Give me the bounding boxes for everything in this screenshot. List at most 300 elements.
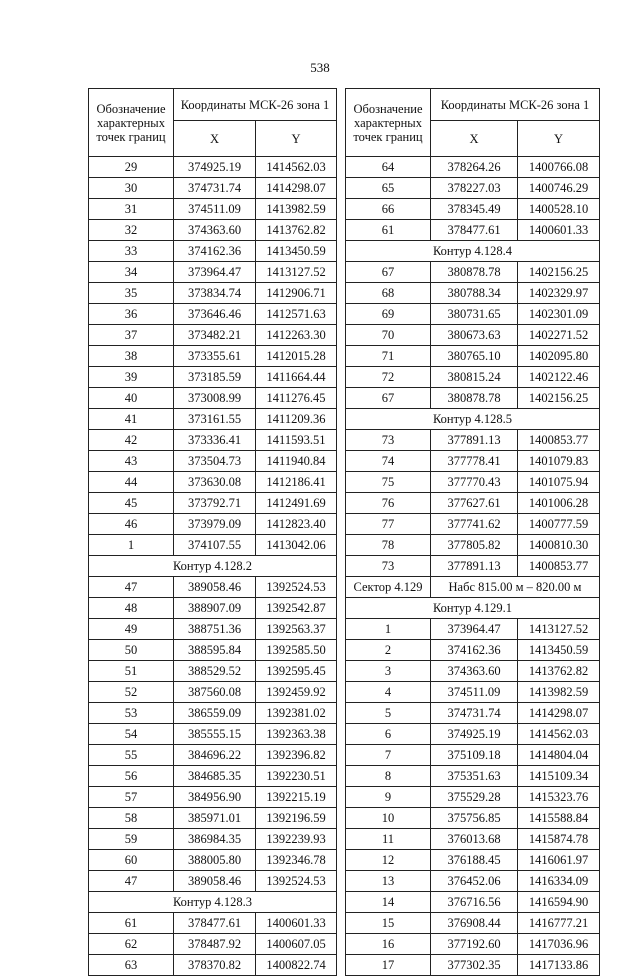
table-row bbox=[89, 661, 337, 682]
coord-y: 1400822.74 bbox=[256, 955, 337, 976]
table-row bbox=[346, 262, 600, 283]
page-number: 538 bbox=[310, 60, 330, 75]
table-row bbox=[346, 913, 600, 934]
point-number: 36 bbox=[89, 304, 174, 325]
coord-y: 1411593.51 bbox=[256, 430, 337, 451]
coord-x: 380878.78 bbox=[431, 388, 518, 409]
coord-y: 1414298.07 bbox=[518, 703, 600, 724]
coord-x: 373336.41 bbox=[174, 430, 256, 451]
coord-y: 1412823.40 bbox=[256, 514, 337, 535]
coord-y: 1400766.08 bbox=[518, 157, 600, 178]
point-number: 61 bbox=[89, 913, 174, 934]
table-row bbox=[89, 388, 337, 409]
table-row bbox=[89, 178, 337, 199]
coord-y: 1392595.45 bbox=[256, 661, 337, 682]
coord-y: 1416777.21 bbox=[518, 913, 600, 934]
coord-x: 374162.36 bbox=[431, 640, 518, 661]
point-number: 73 bbox=[346, 556, 431, 577]
point-number: 68 bbox=[346, 283, 431, 304]
coord-y: 1413127.52 bbox=[518, 619, 600, 640]
coord-y: 1413042.06 bbox=[256, 535, 337, 556]
coord-y: 1415588.84 bbox=[518, 808, 600, 829]
point-number: 48 bbox=[89, 598, 174, 619]
point-number: 2 bbox=[346, 640, 431, 661]
table-row bbox=[89, 367, 337, 388]
point-number: 63 bbox=[89, 955, 174, 976]
coord-x: 374511.09 bbox=[174, 199, 256, 220]
point-number: 13 bbox=[346, 871, 431, 892]
coord-y: 1392459.92 bbox=[256, 682, 337, 703]
header-y: Y bbox=[256, 121, 337, 157]
coord-x: 377770.43 bbox=[431, 472, 518, 493]
table-row bbox=[89, 472, 337, 493]
coord-y: 1417133.86 bbox=[518, 955, 600, 976]
table-row bbox=[89, 598, 337, 619]
coord-y: 1412491.69 bbox=[256, 493, 337, 514]
point-number: 9 bbox=[346, 787, 431, 808]
coord-x: 374731.74 bbox=[174, 178, 256, 199]
table-row bbox=[89, 514, 337, 535]
table-row bbox=[89, 577, 337, 598]
contour-label: Контур 4.128.2 bbox=[89, 556, 337, 577]
point-number: 37 bbox=[89, 325, 174, 346]
point-number: 74 bbox=[346, 451, 431, 472]
point-number: 42 bbox=[89, 430, 174, 451]
coord-y: 1402122.46 bbox=[518, 367, 600, 388]
coord-x: 378227.03 bbox=[431, 178, 518, 199]
coord-y: 1402156.25 bbox=[518, 262, 600, 283]
coord-x: 374107.55 bbox=[174, 535, 256, 556]
coord-x: 376452.06 bbox=[431, 871, 518, 892]
coord-x: 374511.09 bbox=[431, 682, 518, 703]
table-row bbox=[89, 451, 337, 472]
point-number: 77 bbox=[346, 514, 431, 535]
coord-y: 1411664.44 bbox=[256, 367, 337, 388]
table-row bbox=[346, 787, 600, 808]
coord-y: 1402156.25 bbox=[518, 388, 600, 409]
table-row bbox=[89, 724, 337, 745]
point-number: 49 bbox=[89, 619, 174, 640]
table-row bbox=[89, 640, 337, 661]
point-number: 46 bbox=[89, 514, 174, 535]
table-row bbox=[89, 283, 337, 304]
header-point-label: Обозначение характерных точек границ bbox=[346, 89, 431, 157]
contour-row bbox=[89, 892, 337, 913]
point-number: 75 bbox=[346, 472, 431, 493]
coord-x: 377891.13 bbox=[431, 556, 518, 577]
table-row bbox=[346, 766, 600, 787]
coord-x: 388529.52 bbox=[174, 661, 256, 682]
coord-x: 377778.41 bbox=[431, 451, 518, 472]
coord-x: 378477.61 bbox=[174, 913, 256, 934]
point-number: 7 bbox=[346, 745, 431, 766]
point-number: 38 bbox=[89, 346, 174, 367]
coord-y: 1416334.09 bbox=[518, 871, 600, 892]
coord-x: 385555.15 bbox=[174, 724, 256, 745]
point-number: 17 bbox=[346, 955, 431, 976]
point-number: 55 bbox=[89, 745, 174, 766]
table-row bbox=[346, 724, 600, 745]
coord-y: 1402271.52 bbox=[518, 325, 600, 346]
table-row bbox=[346, 514, 600, 535]
coord-x: 380765.10 bbox=[431, 346, 518, 367]
coord-x: 374731.74 bbox=[431, 703, 518, 724]
coord-x: 377741.62 bbox=[431, 514, 518, 535]
table-row bbox=[346, 493, 600, 514]
coord-x: 374162.36 bbox=[174, 241, 256, 262]
coord-y: 1412571.63 bbox=[256, 304, 337, 325]
coord-x: 378370.82 bbox=[174, 955, 256, 976]
point-number: 35 bbox=[89, 283, 174, 304]
table-row bbox=[89, 199, 337, 220]
coord-y: 1413762.82 bbox=[518, 661, 600, 682]
point-number: 34 bbox=[89, 262, 174, 283]
point-number: 57 bbox=[89, 787, 174, 808]
coord-x: 384956.90 bbox=[174, 787, 256, 808]
header-point-label: Обозначение характерных точек границ bbox=[89, 89, 174, 157]
sector-height-range: Набс 815.00 м – 820.00 м bbox=[431, 577, 600, 598]
coord-x: 380788.34 bbox=[431, 283, 518, 304]
point-number: 73 bbox=[346, 430, 431, 451]
coord-x: 373646.46 bbox=[174, 304, 256, 325]
point-number: 30 bbox=[89, 178, 174, 199]
point-number: 66 bbox=[346, 199, 431, 220]
coord-x: 378487.92 bbox=[174, 934, 256, 955]
point-number: 71 bbox=[346, 346, 431, 367]
coord-y: 1392363.38 bbox=[256, 724, 337, 745]
coord-y: 1392524.53 bbox=[256, 871, 337, 892]
coord-x: 376716.56 bbox=[431, 892, 518, 913]
coord-y: 1392524.53 bbox=[256, 577, 337, 598]
coord-x: 386559.09 bbox=[174, 703, 256, 724]
coord-y: 1400528.10 bbox=[518, 199, 600, 220]
table-row bbox=[346, 430, 600, 451]
table-row bbox=[346, 304, 600, 325]
point-number: 39 bbox=[89, 367, 174, 388]
table-row bbox=[346, 199, 600, 220]
table-row bbox=[346, 283, 600, 304]
left-table-body bbox=[89, 157, 337, 976]
coord-y: 1413762.82 bbox=[256, 220, 337, 241]
coord-y: 1415323.76 bbox=[518, 787, 600, 808]
coord-x: 373630.08 bbox=[174, 472, 256, 493]
table-row bbox=[346, 157, 600, 178]
coord-y: 1416061.97 bbox=[518, 850, 600, 871]
point-number: 58 bbox=[89, 808, 174, 829]
table-row bbox=[346, 556, 600, 577]
table-row bbox=[346, 325, 600, 346]
table-row bbox=[346, 220, 600, 241]
coord-y: 1415109.34 bbox=[518, 766, 600, 787]
table-row bbox=[89, 955, 337, 976]
point-number: 45 bbox=[89, 493, 174, 514]
point-number: 11 bbox=[346, 829, 431, 850]
coord-y: 1402301.09 bbox=[518, 304, 600, 325]
table-row bbox=[346, 535, 600, 556]
coord-y: 1392381.02 bbox=[256, 703, 337, 724]
coord-x: 378345.49 bbox=[431, 199, 518, 220]
coord-y: 1392239.93 bbox=[256, 829, 337, 850]
coord-x: 373964.47 bbox=[174, 262, 256, 283]
point-number: 47 bbox=[89, 871, 174, 892]
coord-y: 1400607.05 bbox=[256, 934, 337, 955]
coord-x: 373355.61 bbox=[174, 346, 256, 367]
point-number: 65 bbox=[346, 178, 431, 199]
point-number: 67 bbox=[346, 388, 431, 409]
coord-x: 373964.47 bbox=[431, 619, 518, 640]
table-row bbox=[89, 262, 337, 283]
table-row bbox=[346, 955, 600, 976]
coord-x: 387560.08 bbox=[174, 682, 256, 703]
coord-y: 1400746.29 bbox=[518, 178, 600, 199]
coord-x: 373185.59 bbox=[174, 367, 256, 388]
coord-y: 1412906.71 bbox=[256, 283, 337, 304]
coord-y: 1412015.28 bbox=[256, 346, 337, 367]
point-number: 70 bbox=[346, 325, 431, 346]
coord-x: 385971.01 bbox=[174, 808, 256, 829]
table-row bbox=[89, 157, 337, 178]
coord-y: 1392215.19 bbox=[256, 787, 337, 808]
point-number: 14 bbox=[346, 892, 431, 913]
coord-x: 373834.74 bbox=[174, 283, 256, 304]
coord-x: 373979.09 bbox=[174, 514, 256, 535]
coord-x: 388751.36 bbox=[174, 619, 256, 640]
coord-x: 377627.61 bbox=[431, 493, 518, 514]
table-row bbox=[346, 619, 600, 640]
point-number: 1 bbox=[89, 535, 174, 556]
coord-x: 375351.63 bbox=[431, 766, 518, 787]
table-row bbox=[89, 430, 337, 451]
coord-y: 1413450.59 bbox=[518, 640, 600, 661]
coord-y: 1401079.83 bbox=[518, 451, 600, 472]
header-y: Y bbox=[518, 121, 600, 157]
point-number: 50 bbox=[89, 640, 174, 661]
point-number: 1 bbox=[346, 619, 431, 640]
point-number: 67 bbox=[346, 262, 431, 283]
coord-x: 375756.85 bbox=[431, 808, 518, 829]
header-x: X bbox=[431, 121, 518, 157]
sector-name: Сектор 4.129 bbox=[346, 577, 431, 598]
point-number: 53 bbox=[89, 703, 174, 724]
point-number: 32 bbox=[89, 220, 174, 241]
point-number: 43 bbox=[89, 451, 174, 472]
point-number: 29 bbox=[89, 157, 174, 178]
point-number: 59 bbox=[89, 829, 174, 850]
coord-y: 1411940.84 bbox=[256, 451, 337, 472]
table-row bbox=[89, 220, 337, 241]
right-table-body bbox=[346, 157, 600, 976]
table-row bbox=[89, 346, 337, 367]
table-row bbox=[89, 829, 337, 850]
point-number: 62 bbox=[89, 934, 174, 955]
table-row bbox=[346, 850, 600, 871]
coord-x: 380673.63 bbox=[431, 325, 518, 346]
table-row bbox=[346, 661, 600, 682]
coord-x: 377805.82 bbox=[431, 535, 518, 556]
table-row bbox=[89, 934, 337, 955]
coordinates-table-left bbox=[88, 88, 337, 976]
coord-x: 373008.99 bbox=[174, 388, 256, 409]
contour-row bbox=[346, 598, 600, 619]
table-row bbox=[89, 787, 337, 808]
coord-x: 376908.44 bbox=[431, 913, 518, 934]
coord-x: 384685.35 bbox=[174, 766, 256, 787]
coord-x: 377192.60 bbox=[431, 934, 518, 955]
coord-x: 378477.61 bbox=[431, 220, 518, 241]
coord-y: 1392396.82 bbox=[256, 745, 337, 766]
table-row bbox=[346, 451, 600, 472]
coord-y: 1411209.36 bbox=[256, 409, 337, 430]
coord-y: 1400601.33 bbox=[256, 913, 337, 934]
coord-x: 376188.45 bbox=[431, 850, 518, 871]
coord-y: 1400777.59 bbox=[518, 514, 600, 535]
coord-x: 378264.26 bbox=[431, 157, 518, 178]
table-row bbox=[89, 850, 337, 871]
coord-y: 1416594.90 bbox=[518, 892, 600, 913]
point-number: 40 bbox=[89, 388, 174, 409]
coord-x: 373161.55 bbox=[174, 409, 256, 430]
coord-x: 388595.84 bbox=[174, 640, 256, 661]
table-row bbox=[346, 871, 600, 892]
point-number: 60 bbox=[89, 850, 174, 871]
coord-y: 1400853.77 bbox=[518, 430, 600, 451]
coord-x: 374925.19 bbox=[431, 724, 518, 745]
coord-y: 1414562.03 bbox=[256, 157, 337, 178]
contour-label: Контур 4.128.3 bbox=[89, 892, 337, 913]
coord-y: 1402329.97 bbox=[518, 283, 600, 304]
coord-x: 373482.21 bbox=[174, 325, 256, 346]
table-row bbox=[346, 745, 600, 766]
coord-y: 1412263.30 bbox=[256, 325, 337, 346]
point-number: 61 bbox=[346, 220, 431, 241]
coord-x: 388907.09 bbox=[174, 598, 256, 619]
point-number: 47 bbox=[89, 577, 174, 598]
coord-y: 1414298.07 bbox=[256, 178, 337, 199]
coord-y: 1413127.52 bbox=[256, 262, 337, 283]
table-row bbox=[346, 682, 600, 703]
coord-y: 1411276.45 bbox=[256, 388, 337, 409]
coord-y: 1401006.28 bbox=[518, 493, 600, 514]
point-number: 64 bbox=[346, 157, 431, 178]
point-number: 15 bbox=[346, 913, 431, 934]
contour-row bbox=[346, 241, 600, 262]
contour-label: Контур 4.128.5 bbox=[346, 409, 600, 430]
coord-x: 374925.19 bbox=[174, 157, 256, 178]
coord-x: 375529.28 bbox=[431, 787, 518, 808]
coord-y: 1400853.77 bbox=[518, 556, 600, 577]
point-number: 52 bbox=[89, 682, 174, 703]
table-row bbox=[346, 829, 600, 850]
coordinates-table-right bbox=[345, 88, 600, 976]
coord-y: 1401075.94 bbox=[518, 472, 600, 493]
coord-x: 380878.78 bbox=[431, 262, 518, 283]
header-coords-title: Координаты МСК-26 зона 1 bbox=[174, 89, 337, 121]
contour-label: Контур 4.129.1 bbox=[346, 598, 600, 619]
coord-y: 1400810.30 bbox=[518, 535, 600, 556]
coord-y: 1400601.33 bbox=[518, 220, 600, 241]
table-row bbox=[346, 934, 600, 955]
point-number: 76 bbox=[346, 493, 431, 514]
coord-x: 384696.22 bbox=[174, 745, 256, 766]
coord-y: 1392230.51 bbox=[256, 766, 337, 787]
point-number: 16 bbox=[346, 934, 431, 955]
table-row bbox=[346, 640, 600, 661]
coord-x: 376013.68 bbox=[431, 829, 518, 850]
table-row bbox=[346, 892, 600, 913]
coord-x: 388005.80 bbox=[174, 850, 256, 871]
coord-y: 1414562.03 bbox=[518, 724, 600, 745]
sector-row bbox=[346, 577, 600, 598]
coord-x: 373504.73 bbox=[174, 451, 256, 472]
point-number: 44 bbox=[89, 472, 174, 493]
point-number: 33 bbox=[89, 241, 174, 262]
point-number: 56 bbox=[89, 766, 174, 787]
point-number: 4 bbox=[346, 682, 431, 703]
coord-x: 373792.71 bbox=[174, 493, 256, 514]
coord-y: 1392346.78 bbox=[256, 850, 337, 871]
coord-x: 377891.13 bbox=[431, 430, 518, 451]
table-row bbox=[346, 472, 600, 493]
contour-row bbox=[346, 409, 600, 430]
table-row bbox=[89, 703, 337, 724]
table-row bbox=[346, 703, 600, 724]
coord-x: 389058.46 bbox=[174, 871, 256, 892]
coord-y: 1413450.59 bbox=[256, 241, 337, 262]
coord-y: 1415874.78 bbox=[518, 829, 600, 850]
contour-row bbox=[89, 556, 337, 577]
coord-x: 375109.18 bbox=[431, 745, 518, 766]
coord-y: 1413982.59 bbox=[518, 682, 600, 703]
point-number: 54 bbox=[89, 724, 174, 745]
coord-y: 1417036.96 bbox=[518, 934, 600, 955]
table-row bbox=[89, 745, 337, 766]
coord-x: 380731.65 bbox=[431, 304, 518, 325]
point-number: 69 bbox=[346, 304, 431, 325]
coord-x: 386984.35 bbox=[174, 829, 256, 850]
table-row bbox=[346, 346, 600, 367]
coord-x: 374363.60 bbox=[431, 661, 518, 682]
table-row bbox=[89, 304, 337, 325]
table-row bbox=[89, 241, 337, 262]
table-row bbox=[89, 493, 337, 514]
table-row bbox=[89, 619, 337, 640]
table-row bbox=[89, 535, 337, 556]
coord-x: 380815.24 bbox=[431, 367, 518, 388]
table-row bbox=[89, 682, 337, 703]
point-number: 31 bbox=[89, 199, 174, 220]
table-row bbox=[346, 808, 600, 829]
coord-y: 1392585.50 bbox=[256, 640, 337, 661]
table-row bbox=[89, 766, 337, 787]
contour-label: Контур 4.128.4 bbox=[346, 241, 600, 262]
table-row bbox=[89, 325, 337, 346]
table-row bbox=[89, 409, 337, 430]
point-number: 5 bbox=[346, 703, 431, 724]
point-number: 8 bbox=[346, 766, 431, 787]
coord-y: 1402095.80 bbox=[518, 346, 600, 367]
table-row bbox=[89, 871, 337, 892]
table-row bbox=[89, 913, 337, 934]
point-number: 78 bbox=[346, 535, 431, 556]
point-number: 51 bbox=[89, 661, 174, 682]
coord-y: 1392563.37 bbox=[256, 619, 337, 640]
coord-y: 1392542.87 bbox=[256, 598, 337, 619]
coord-x: 374363.60 bbox=[174, 220, 256, 241]
point-number: 72 bbox=[346, 367, 431, 388]
table-row bbox=[346, 367, 600, 388]
point-number: 6 bbox=[346, 724, 431, 745]
coord-x: 377302.35 bbox=[431, 955, 518, 976]
